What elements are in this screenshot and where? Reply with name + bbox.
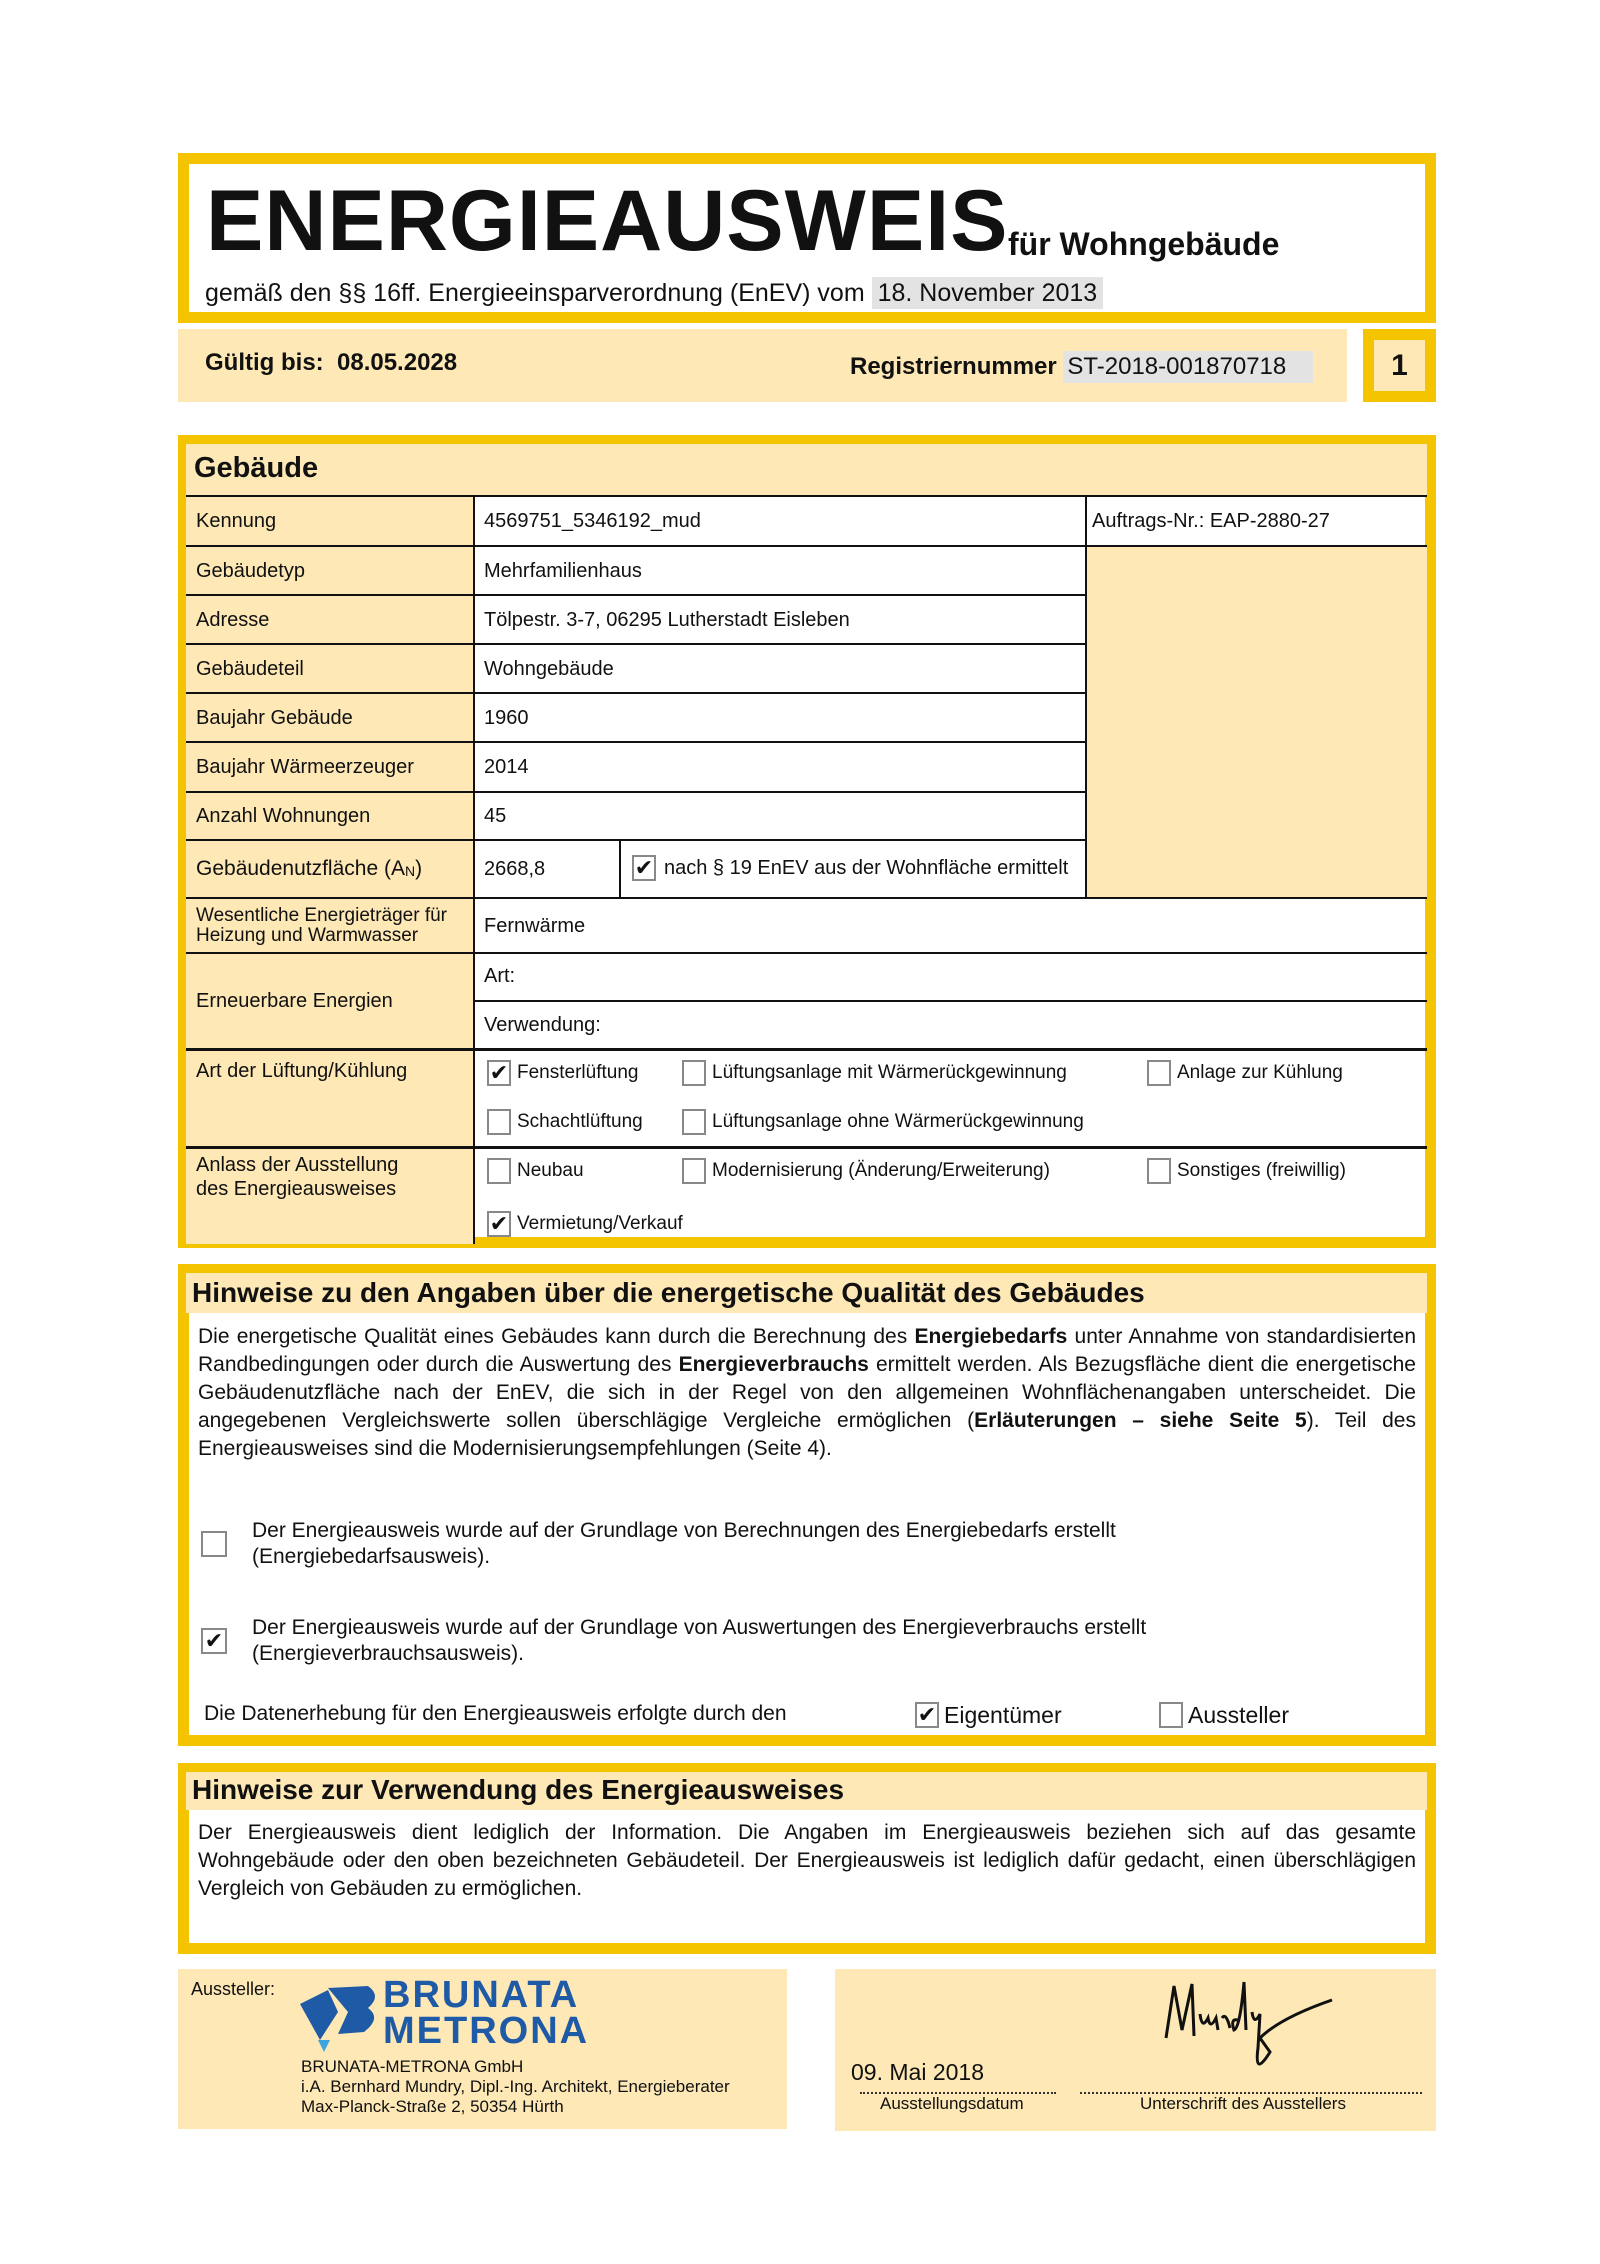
ventilation-option-label: Lüftungsanlage ohne Wärmerückgewinnung <box>712 1111 1084 1132</box>
consumption-checkbox[interactable]: ✔ <box>201 1628 227 1654</box>
row-value: 45 <box>484 805 507 827</box>
ventilation-checkbox[interactable] <box>1147 1060 1171 1086</box>
area-label <box>186 840 474 898</box>
ventilation-checkbox[interactable]: ✔ <box>487 1060 511 1086</box>
reason-option-label: Vermietung/Verkauf <box>517 1213 683 1234</box>
page-number: 1 <box>1391 348 1408 382</box>
reason-label: Anlass der Ausstellung des Energieausweises <box>196 1154 399 1200</box>
quality-text <box>198 1323 1416 1463</box>
usage-title: Hinweise zur Verwendung des Energieausweises <box>192 1774 845 1805</box>
carrier-value: Fernwärme <box>484 914 586 937</box>
area-close: ) <box>415 857 423 881</box>
issuer-label: Aussteller <box>1188 1702 1289 1728</box>
row-divider <box>186 495 1427 497</box>
reason-checkbox[interactable] <box>487 1158 511 1184</box>
document-title: ENERGIEAUSWEIS <box>206 173 1009 269</box>
area-value: 2668,8 <box>484 858 546 880</box>
building-title: Gebäude <box>194 452 319 484</box>
text: ). Teil des Energieausweises sind die Modernisierungsempfehlungen (Seite 4). <box>198 1409 1416 1460</box>
issuer-label: Aussteller: <box>191 1979 276 1999</box>
ventilation-checkbox[interactable] <box>682 1109 706 1135</box>
divider <box>619 840 621 898</box>
photo-area <box>1086 546 1427 898</box>
issue-date: 09. Mai 2018 <box>851 2059 984 2085</box>
demand-checkbox[interactable] <box>201 1531 227 1557</box>
row-label: Anzahl Wohnungen <box>196 805 371 827</box>
issuer-person: i.A. Bernhard Mundry, Dipl.-Ing. Architekt, Energieberater <box>301 2077 730 2096</box>
text: ermittelt werden. Als Bezugsfläche dient die energetische Gebäudenutzfläche nach der EnEV, die sich in der Regel von den allgemeinen Wohnflächenangaben unterscheidet. Die angegebenen Vergleichswerte sollen überschlägige Vergleiche ermöglichen ( <box>198 1353 1416 1432</box>
row-label: Gebäudeteil <box>196 657 304 680</box>
row-value: Tölpestr. 3-7, 06295 Lutherstadt Eisleben <box>484 608 850 631</box>
enev-date: 18. November 2013 <box>872 277 1104 309</box>
label-divider <box>473 496 475 1244</box>
row-label: Kennung <box>196 510 277 532</box>
ventilation-option-label: Schachtlüftung <box>517 1111 643 1132</box>
reason-checkbox[interactable] <box>1147 1158 1171 1184</box>
company-info <box>301 2057 730 2117</box>
ventilation-option-label: Lüftungsanlage mit Wärmerückgewinnung <box>712 1062 1067 1083</box>
renewable-art: Art: <box>484 965 516 987</box>
row-label: Adresse <box>196 608 270 631</box>
signature-label: Unterschrift des Ausstellers <box>1140 2094 1346 2113</box>
row-value: 1960 <box>484 706 529 729</box>
bold-text: Energieverbrauchs <box>678 1353 869 1376</box>
logo-line1: BRUNATA <box>383 1974 580 2016</box>
valid-until <box>205 349 457 377</box>
reason-checkbox[interactable] <box>682 1158 706 1184</box>
reason-option-label: Modernisierung (Änderung/Erweiterung) <box>712 1160 1050 1181</box>
building-header <box>186 444 1427 496</box>
area-sub: N <box>404 863 416 880</box>
text: Die energetische Qualität eines Gebäudes kann durch die Berechnung des <box>198 1325 915 1348</box>
row-label: Baujahr Gebäude <box>196 706 353 729</box>
issuer-checkbox[interactable] <box>1159 1702 1183 1728</box>
order-number: Auftrags-Nr.: EAP-2880-27 <box>1092 510 1330 532</box>
renewable-use: Verwendung: <box>484 1014 601 1036</box>
ventilation-label: Art der Lüftung/Kühlung <box>196 1060 408 1082</box>
usage-text: Der Energieausweis dient lediglich der Information. Die Angaben im Energieausweis beziehen sich auf das gesamte Wohngebäude oder den oben bezeichneten Gebäudeteil. Der Energieausweis ist lediglich dafür gedacht, einen überschlägigen Vergleich von Gebäuden zu ermöglichen. <box>198 1821 1416 1900</box>
ventilation-checkbox[interactable] <box>682 1060 706 1086</box>
company-address: Max-Planck-Straße 2, 50354 Hürth <box>301 2097 564 2116</box>
company-name: BRUNATA-METRONA GmbH <box>301 2057 524 2076</box>
demand-label: Der Energieausweis wurde auf der Grundlage von Berechnungen des Energiebedarfs erstellt (Energiebedarfsausweis). <box>252 1519 1116 1568</box>
legal-basis <box>205 279 1103 308</box>
ventilation-option-label: Fensterlüftung <box>517 1062 639 1083</box>
signature-image <box>1160 1978 1340 2083</box>
reg-label: Registriernummer <box>850 353 1057 380</box>
owner-checkbox[interactable]: ✔ <box>915 1702 939 1728</box>
valid-label: Gültig bis: <box>205 349 324 376</box>
row-value: Wohngebäude <box>484 657 614 680</box>
logo-line2: METRONA <box>383 2010 590 2052</box>
consumption-label: Der Energieausweis wurde auf der Grundlage von Auswertungen des Energieverbrauchs erstellt (Energieverbrauchsausweis). <box>252 1616 1147 1665</box>
document-subtitle: für Wohngebäude <box>1008 226 1280 262</box>
area-method-checkbox[interactable]: ✔ <box>632 855 656 881</box>
ventilation-checkbox[interactable] <box>487 1109 511 1135</box>
renewable-label: Erneuerbare Energien <box>196 990 393 1012</box>
divider <box>1085 496 1087 898</box>
row-label: Baujahr Wärmeerzeuger <box>196 756 414 778</box>
page-number-box <box>1363 329 1436 402</box>
valid-date: 08.05.2028 <box>337 349 458 376</box>
bold-text: Erläuterungen – siehe Seite 5 <box>974 1409 1307 1432</box>
reason-option-label: Sonstiges (freiwillig) <box>1177 1160 1346 1181</box>
area-label-text: Gebäudenutzfläche (A <box>196 857 405 881</box>
area-method-label: nach § 19 EnEV aus der Wohnfläche ermittelt <box>664 857 1069 879</box>
row-value: 4569751_5346192_mud <box>484 510 701 532</box>
issue-date-label: Ausstellungsdatum <box>880 2094 1024 2113</box>
reason-checkbox[interactable]: ✔ <box>487 1211 511 1237</box>
row-value: 2014 <box>484 756 529 778</box>
row-value: Mehrfamilienhaus <box>484 559 642 582</box>
data-collection-label: Die Datenerhebung für den Energieausweis erfolgte durch den <box>204 1702 787 1725</box>
carrier-label: Wesentliche Energieträger für Heizung und Warmwasser <box>196 904 447 946</box>
ventilation-option-label: Anlage zur Kühlung <box>1177 1062 1343 1083</box>
legal-text: gemäß den §§ 16ff. Energieeinsparverordnung (EnEV) vom <box>205 279 865 307</box>
logo-mark-icon <box>298 1982 383 2054</box>
reg-number: ST-2018-001870718 <box>1063 351 1313 383</box>
text: unter Annahme von standardisierten Randbedingungen oder durch die Auswertung des <box>198 1325 1417 1376</box>
quality-title: Hinweise zu den Angaben über die energetische Qualität des Gebäudes <box>192 1277 1145 1308</box>
row-label: Gebäudetyp <box>196 559 305 582</box>
bold-text: Energiebedarfs <box>914 1325 1068 1348</box>
owner-label: Eigentümer <box>944 1702 1062 1728</box>
brunata-logo <box>298 1974 678 2052</box>
registration <box>850 351 1313 383</box>
reason-option-label: Neubau <box>517 1160 584 1181</box>
